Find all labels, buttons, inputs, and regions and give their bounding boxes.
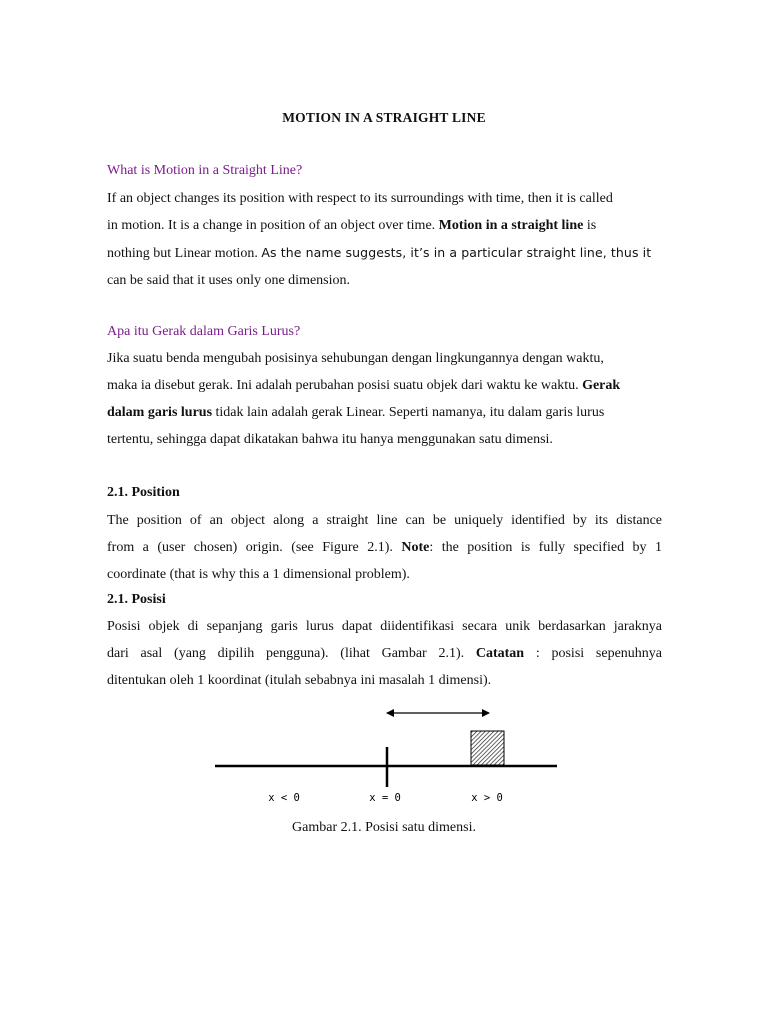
text-span: dari asal (yang dipilih pengguna). (lihat Gambar 2.1).: [107, 646, 476, 661]
label-zero: x = 0: [369, 792, 401, 804]
paragraph-line: [107, 212, 662, 239]
paragraph-position: [107, 507, 662, 588]
section-heading-english: What is Motion in a Straight Line?: [107, 163, 303, 178]
paragraph-line: If an object changes its position with respect to its surroundings with time, then it is called: [107, 191, 613, 206]
figure-caption: Gambar 2.1. Posisi satu dimensi.: [292, 820, 476, 835]
page-title: MOTION IN A STRAIGHT LINE: [282, 110, 486, 125]
paragraph-english: [107, 185, 662, 294]
text-span: is: [583, 218, 597, 233]
text-span: : the position is fully specified by 1: [429, 540, 662, 555]
paragraph-line: Posisi objek di sepanjang garis lurus dapat diidentifikasi secara unik berdasarkan jaraknya: [107, 619, 662, 634]
bold-term: Gerak: [582, 378, 621, 393]
text-span: maka ia disebut gerak. Ini adalah perubahan posisi suatu objek dari waktu ke waktu.: [107, 378, 583, 393]
bold-term: dalam garis lurus: [107, 405, 213, 420]
position-diagram: [0, 690, 768, 820]
label-negative: x < 0: [268, 792, 300, 804]
text-span: nothing but Linear motion.: [107, 246, 262, 261]
bold-term: Note: [401, 540, 430, 555]
label-positive: x > 0: [471, 792, 503, 804]
paragraph-line: [107, 372, 662, 399]
paragraph-line: can be said that it uses only one dimension.: [107, 273, 351, 288]
bold-term: Catatan: [475, 646, 525, 661]
section-heading-posisi: 2.1. Posisi: [107, 592, 166, 607]
text-span: from a (user chosen) origin. (see Figure 2.1).: [107, 540, 402, 555]
text-span: As the name suggests, it’s in a particular straight line, thus it: [261, 245, 652, 260]
paragraph-line: [107, 640, 662, 667]
text-span: tidak lain adalah gerak Linear. Seperti namanya, itu dalam garis lurus: [212, 405, 605, 420]
paragraph-line: ditentukan oleh 1 koordinat (itulah sebabnya ini masalah 1 dimensi).: [107, 673, 492, 688]
paragraph-indonesian: [107, 345, 662, 453]
paragraph-line: tertentu, sehingga dapat dikatakan bahwa itu hanya menggunakan satu dimensi.: [107, 432, 553, 447]
paragraph-posisi: [107, 613, 662, 694]
section-heading-indonesian: Apa itu Gerak dalam Garis Lurus?: [107, 324, 301, 339]
paragraph-line: Jika suatu benda mengubah posisinya sehubungan dengan lingkungannya dengan waktu,: [107, 351, 604, 366]
paragraph-line: The position of an object along a straight line can be uniquely identified by its distance: [107, 513, 662, 528]
text-span: in motion. It is a change in position of an object over time.: [107, 218, 439, 233]
paragraph-line: [107, 239, 662, 267]
paragraph-line: [107, 399, 662, 426]
paragraph-line: [107, 534, 662, 561]
section-heading-position: 2.1. Position: [107, 485, 180, 500]
text-span: : posisi sepenuhnya: [524, 646, 662, 661]
paragraph-line: coordinate (that is why this a 1 dimensional problem).: [107, 567, 410, 582]
bold-term: Motion in a straight line: [438, 218, 584, 233]
object-block: [471, 731, 504, 765]
